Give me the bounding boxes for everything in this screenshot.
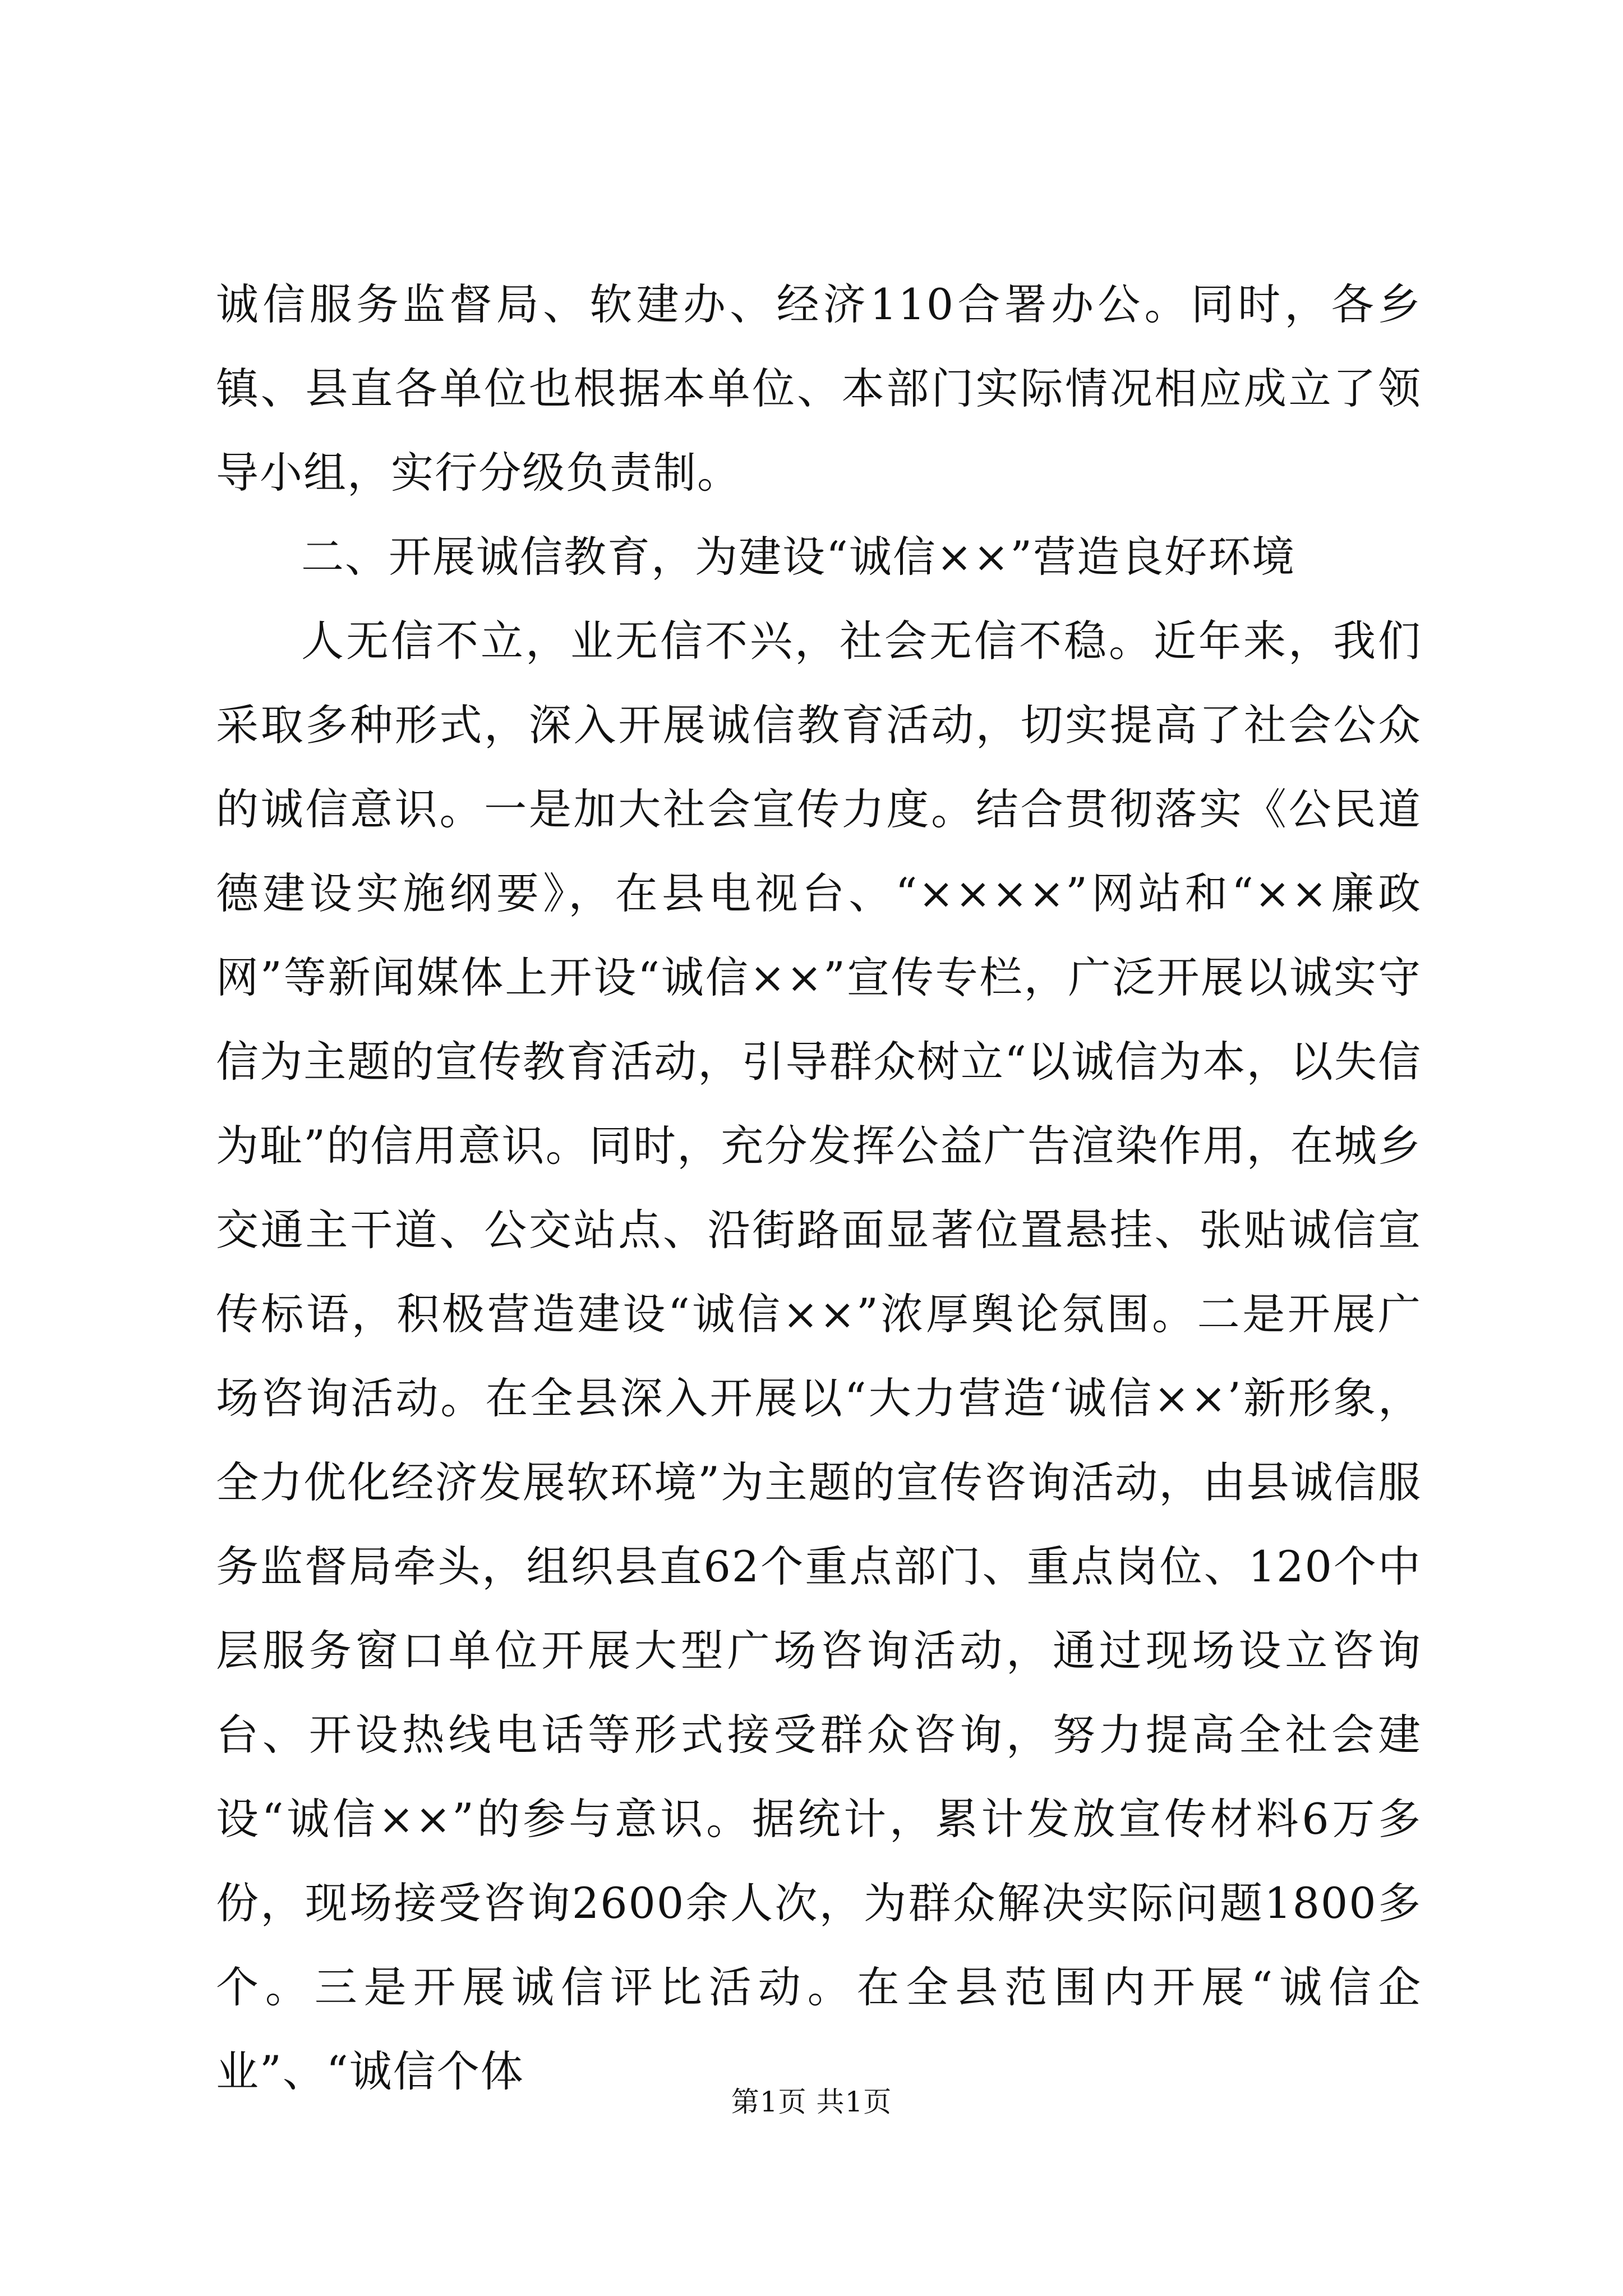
paragraph-integrity-education: 人无信不立，业无信不兴，社会无信不稳。近年来，我们采取多种形式，深入开展诚信教育活动，切实提高了社会公众的诚信意识。一是加大社会宣传力度。结合贯彻落实《公民道德建设实施纲要》，在县电视台、“××××”网站和“××廉政网”等新闻媒体上开设“诚信××”宣传专栏，广泛开展以诚实守信为主题的宣传教育活动，引导群众树立“以诚信为本，以失信为耻”的信用意识。同时，充分发挥公益广告渲染作用，在城乡交通主干道、公交站点、沿街路面显著位置悬挂、张贴诚信宣传标语，积极营造建设“诚信××”浓厚舆论氛围。二是开展广场咨询活动。在全县深入开展以“大力营造‘诚信××’新形象，全力优化经济发展软环境”为主题的宣传咨询活动，由县诚信服务监督局牵头，组织县直62个重点部门、重点岗位、120个中层服务窗口单位开展大型广场咨询活动，通过现场设立咨询台、开设热线电话等形式接受群众咨询，努力提高全社会建设“诚信××”的参与意识。据统计，累计发放宣传材料6万多份，现场接受咨询2600余人次，为群众解决实际问题1800多个。三是开展诚信评比活动。在全县范围内开展“诚信企业”、“诚信个体 [216,616,1422,2096]
document-body [216,263,1422,2114]
section-heading: 二、开展诚信教育，为建设“诚信××”营造良好环境 [301,532,1296,582]
paragraph-continuation: 诚信服务监督局、软建办、经济110合署办公。同时，各乡镇、县直各单位也根据本单位、本部门实际情况相应成立了领导小组，实行分级负责制。 [216,279,1422,498]
page-footer: 第1页 共1页 [731,2086,892,2118]
